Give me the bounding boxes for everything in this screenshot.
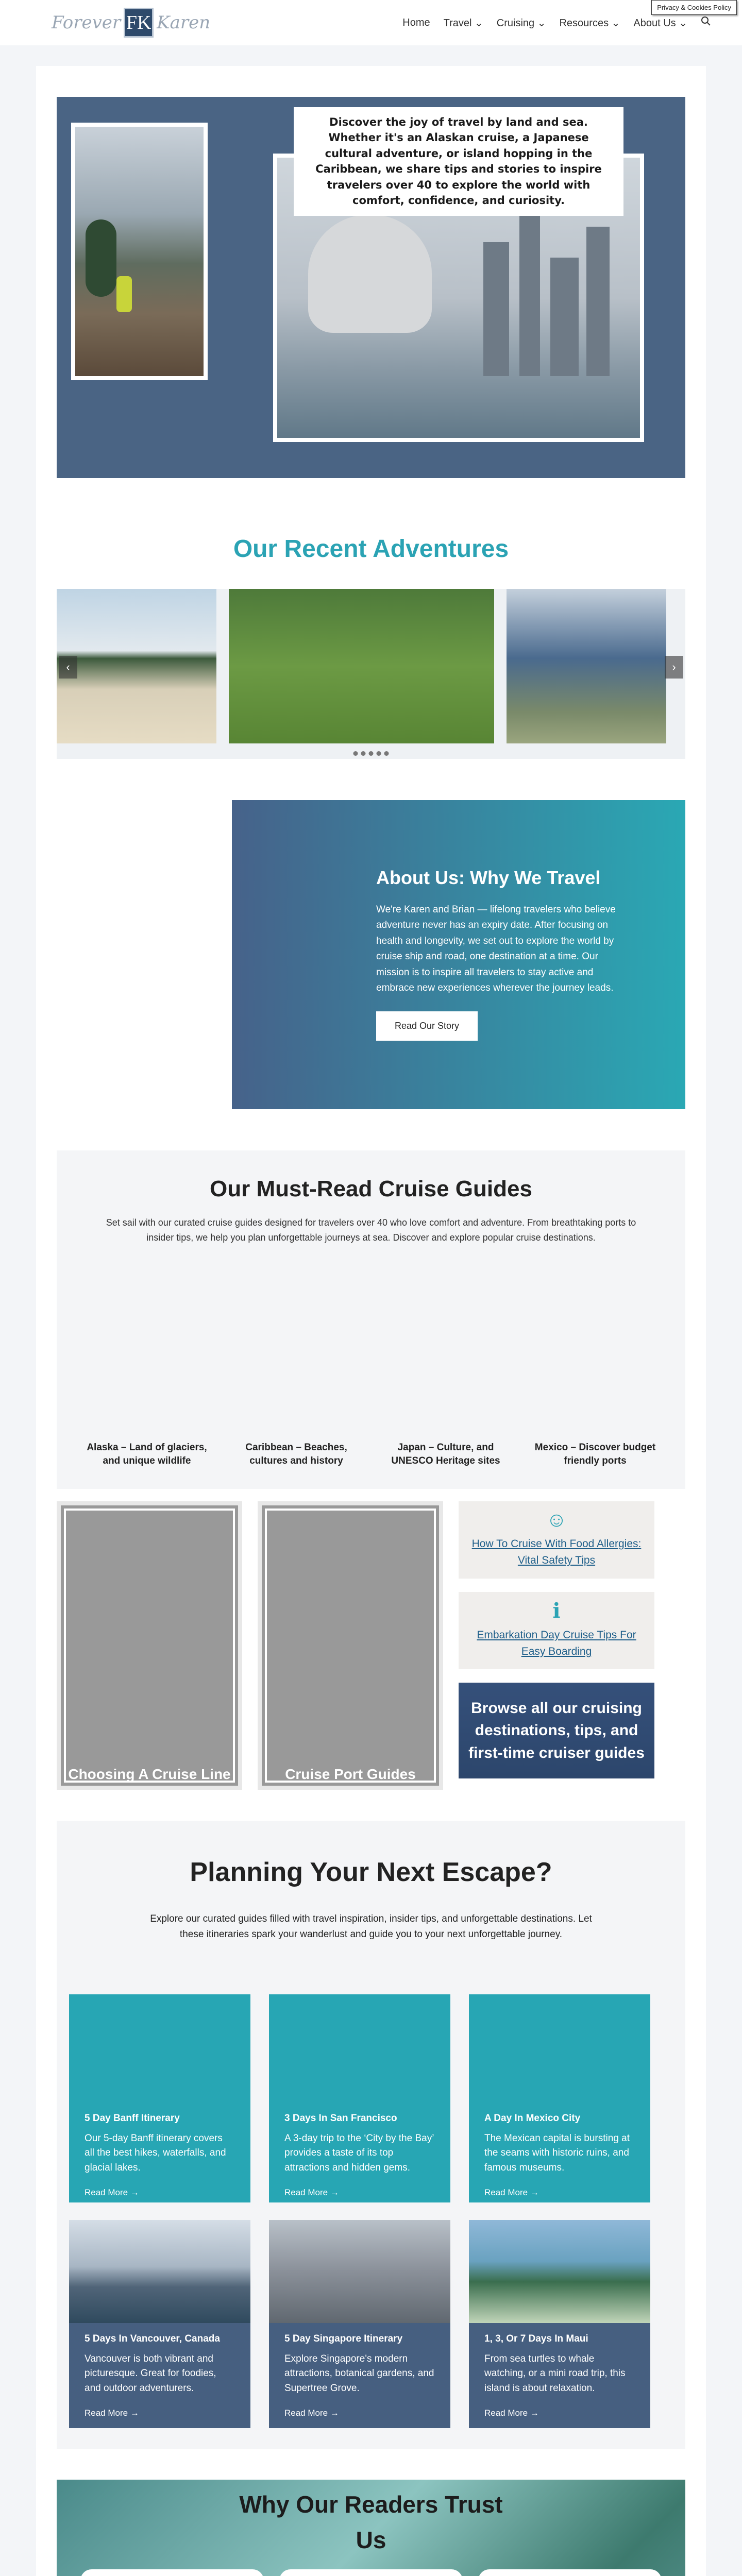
card-title: 5 Day Banff Itinerary [85, 2112, 180, 2124]
embarkation-link[interactable]: Embarkation Day Cruise Tips For Easy Boarding [477, 1629, 636, 1658]
hero-section [57, 97, 685, 478]
tile-cruise-port-guides[interactable] [258, 1501, 443, 1790]
itinerary-card-banff[interactable] [69, 1994, 250, 2202]
logo-monogram: FK [124, 8, 154, 38]
about-section [232, 800, 685, 1109]
trust-title: Why Our Readers Trust Us [239, 2490, 503, 2553]
site-header [0, 0, 742, 45]
carousel-dot[interactable] [361, 751, 366, 756]
cruise-tiles [57, 1501, 685, 1790]
card-title: 1, 3, Or 7 Days In Maui [484, 2333, 588, 2344]
skyscraper [550, 258, 579, 376]
embarkation-card [459, 1592, 654, 1669]
tile-label: Cruise Port Guides [285, 1766, 416, 1782]
card-desc: A 3-day trip to the ‘City by the Bay’ provides a taste of its top attractions and hidden gems. [284, 2132, 434, 2173]
read-more-link[interactable]: Read More → [484, 2188, 539, 2198]
review-card [478, 2569, 662, 2576]
carousel-dot[interactable] [369, 751, 374, 756]
logo-text-right: Karen [157, 12, 211, 33]
planning-title: Planning Your Next Escape? [190, 1857, 552, 1887]
carousel-dots [353, 751, 389, 756]
card-desc: The Mexican capital is bursting at the seams with historic ruins, and famous museums. [484, 2132, 630, 2173]
carousel-slide-galapagos[interactable] [507, 589, 666, 743]
guide-alaska[interactable]: Alaska – Land of glaciers, and unique wildlife [87, 1442, 207, 1467]
hiker-figure [116, 276, 132, 312]
card-desc: Explore Singapore's modern attractions, botanical gardens, and Supertree Grove. [284, 2353, 434, 2394]
carousel-dot[interactable] [353, 751, 358, 756]
maui-photo [469, 2220, 650, 2323]
itinerary-card-san-francisco[interactable] [269, 1994, 450, 2202]
tile-choosing-cruise-line[interactable] [57, 1501, 242, 1790]
card-title: 5 Days In Vancouver, Canada [85, 2333, 220, 2344]
reviews-row [57, 2569, 685, 2576]
hero-quote: Discover the joy of travel by land and sea. Whether it's an Alaskan cruise, a Japanese cultural adventure, or island hopping in the Caribbean, we share tips and stories to inspire travelers over 40 to explore the world with comfort, confidence, and curiosity. [294, 107, 623, 216]
itinerary-cards [69, 1994, 673, 2428]
itinerary-card-singapore[interactable] [269, 2220, 450, 2428]
guide-caribbean[interactable]: Caribbean – Beaches, cultures and history [245, 1442, 347, 1467]
logo-text-left: Forever [52, 12, 121, 33]
read-our-story-button[interactable]: Read Our Story [376, 1011, 478, 1041]
skyscraper [483, 242, 509, 376]
read-more-link[interactable]: Read More → [85, 2408, 139, 2418]
card-title: A Day In Mexico City [484, 2112, 581, 2124]
review-card [80, 2569, 264, 2576]
carousel-next-button[interactable]: › [665, 656, 683, 679]
page-content [36, 66, 706, 2576]
singapore-photo [269, 2220, 450, 2323]
read-more-link[interactable]: Read More → [85, 2188, 139, 2198]
vancouver-photo [69, 2220, 250, 2323]
browse-cruising-card[interactable]: Browse all our cruising destinations, tips, and first-time cruiser guides [459, 1683, 654, 1778]
artscience-museum-shape [308, 214, 432, 333]
itinerary-card-vancouver[interactable] [69, 2220, 250, 2428]
guide-destinations [77, 1441, 665, 1468]
tile-label: Choosing A Cruise Line [68, 1766, 231, 1782]
search-icon[interactable] [701, 16, 711, 29]
tree-shape [86, 219, 116, 297]
planning-intro: Explore our curated guides filled with travel inspiration, insider tips, and unforgettable destinations. Let these itineraries spark your wanderlust and guide you to your next unforgettable journey. [150, 1913, 592, 1940]
carousel-prev-button[interactable]: ‹ [59, 656, 77, 679]
adventures-carousel[interactable] [57, 589, 685, 759]
read-more-link[interactable]: Read More → [284, 2188, 339, 2198]
nav-travel[interactable]: Travel ⌄ [443, 17, 483, 29]
hero-photo-trail [71, 123, 208, 380]
guides-intro: Set sail with our curated cruise guides designed for travelers over 40 who love comfort and adventure. From breathtaking ports to insider tips, we help you plan unforgettable journeys at sea. Discover and explore popular cruise destinations. [106, 1217, 636, 1243]
review-card [279, 2569, 463, 2576]
guides-title: Our Must-Read Cruise Guides [210, 1176, 532, 1201]
main-nav [402, 16, 711, 29]
itinerary-card-maui[interactable] [469, 2220, 650, 2428]
nav-resources[interactable]: Resources ⌄ [559, 17, 620, 29]
info-icon: ℹ [552, 1599, 561, 1622]
about-title: About Us: Why We Travel [376, 867, 601, 888]
nav-cruising[interactable]: Cruising ⌄ [496, 17, 546, 29]
food-allergies-link[interactable]: How To Cruise With Food Allergies: Vital Safety Tips [471, 1537, 642, 1567]
card-title: 5 Day Singapore Itinerary [284, 2333, 403, 2344]
read-more-link[interactable]: Read More → [484, 2408, 539, 2418]
food-allergies-card [459, 1501, 654, 1579]
skyscraper [519, 211, 540, 376]
carousel-dot[interactable] [377, 751, 381, 756]
carousel-slide-tortoise[interactable] [229, 589, 494, 743]
carousel-dot[interactable] [384, 751, 389, 756]
site-logo[interactable] [52, 8, 210, 38]
itinerary-card-mexico-city[interactable] [469, 1994, 650, 2202]
reader-trust-section [57, 2480, 685, 2576]
planning-section [57, 1821, 685, 2449]
guide-japan[interactable]: Japan – Culture, and UNESCO Heritage sites [391, 1442, 500, 1467]
card-desc: Vancouver is both vibrant and picturesque. Great for foodies, and outdoor adventurers. [85, 2353, 216, 2394]
nav-home[interactable]: Home [402, 16, 430, 28]
skyscraper [586, 227, 610, 376]
read-more-link[interactable]: Read More → [284, 2408, 339, 2418]
cruise-guides-section [57, 1150, 685, 1489]
guide-mexico[interactable]: Mexico – Discover budget friendly ports [534, 1442, 656, 1467]
recent-adventures-title: Our Recent Adventures [233, 535, 509, 563]
carousel-slide-beach[interactable] [57, 589, 216, 743]
nav-about[interactable]: About Us ⌄ [633, 17, 687, 29]
smile-icon: ☺ [546, 1508, 567, 1531]
privacy-cookies-tab[interactable]: Privacy & Cookies Policy [651, 0, 737, 15]
tile-side-column [459, 1501, 654, 1790]
about-text: We're Karen and Brian — lifelong travelers who believe adventure never has an expiry date. After focusing on health and longevity, we set out to explore the world by cruise ship and road, one destination at a time. Our mission is to inspire all travelers to stay active and embrace new experiences wherever the journey leads. [376, 904, 616, 993]
card-title: 3 Days In San Francisco [284, 2112, 397, 2124]
card-desc: Our 5-day Banff itinerary covers all the best hikes, waterfalls, and glacial lakes. [85, 2132, 226, 2173]
card-desc: From sea turtles to whale watching, or a mini road trip, this island is about relaxation. [484, 2353, 626, 2394]
